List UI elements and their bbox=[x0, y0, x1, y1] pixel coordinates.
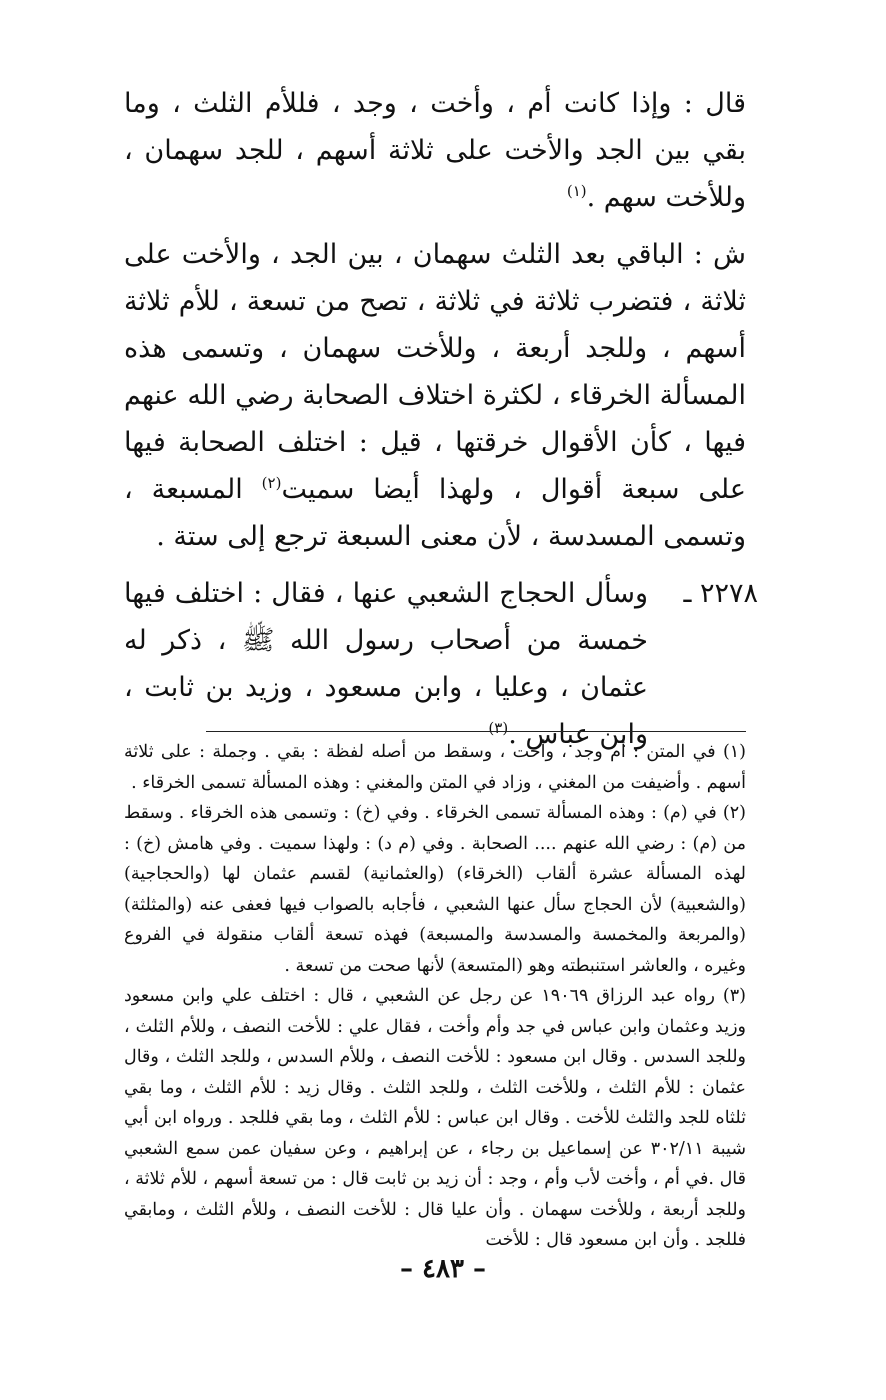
paragraph-2278 bbox=[124, 570, 758, 758]
paragraph-number: ٢٢٧٨ ـ bbox=[683, 578, 758, 609]
footnotes bbox=[124, 737, 746, 1256]
paragraph-matn bbox=[124, 80, 746, 221]
footnote-ref-3: (٣) bbox=[488, 719, 509, 737]
footnote-2: (٢) في (م) : وهذه المسألة تسمى الخرقاء . وفي (خ) : وتسمى هذه الخرقاء . وسقط من (م) : رضي الله عنهم .... الصحابة . وفي (م د) : ولهذا سميت . وفي هامش (خ) : لهذه المسألة عشرة ألقاب (الخرقاء) (والعثمانية) لقسم عثمان لها (والحجاجية) (والشعبية) لأن الحجاج سأل عنها الشعبي ، فأجابه بالصواب فيها فعفى عنه (والمثلثة) (والمربعة والمخمسة والمسدسة والمسبعة) فهذه تسعة ألقاب منقولة في الفروع وغيره ، والعاشر استنبطته وهو (المتسعة) لأنها صحت من تسعة . bbox=[124, 803, 746, 976]
footnote-divider bbox=[206, 731, 746, 732]
sharh-text-a: ش : الباقي بعد الثلث سهمان ، بين الجد ، والأخت على ثلاثة ، فتضرب ثلاثة في ثلاثة ، تصح من تسعة ، للأم ثلاثة أسهم ، وللجد أربعة ، وللأخت سهمان ، وتسمى هذه المسألة الخرقاء ، لكثرة اختلاف الصحابة رضي الله عنهم فيها ، كأن الأقوال خرقتها ، قيل : اختلف الصحابة فيها على سبعة أقوال ، ولهذا أيضا سميت bbox=[124, 239, 746, 505]
sharh-text-b: المسبعة ، وتسمى المسدسة ، لأن معنى السبعة ترجع إلى ستة . bbox=[124, 474, 746, 552]
main-text bbox=[124, 80, 758, 758]
footnote-3: (٣) رواه عبد الرزاق ١٩٠٦٩ عن رجل عن الشعبي ، قال : اختلف علي وابن مسعود وزيد وعثمان وابن عباس في جد وأم وأخت ، فقال علي : للأخت النصف ، وللأم الثلث ، وللجد السدس . وقال ابن مسعود : للأخت النصف ، وللأم السدس ، وللجد الثلث ، وقال عثمان : للأم الثلث ، وللأخت الثلث ، وللجد الثلث . وقال زيد : للأم الثلث ، وما بقي ثلثاه للجد والثلث للأخت . وقال ابن عباس : للأم الثلث ، وما بقي فللجد . ورواه ابن أبي شيبة ٣٠٢/١١ عن إسماعيل بن رجاء ، عن إبراهيم ، وعن سفيان عمن سمع الشعبي قال .في أم ، وأخت لأب وأم ، وجد : أن زيد بن ثابت قال : من تسعة أسهم ، للأم ثلاثة ، وللجد أربعة ، وللأخت سهمان . وأن عليا قال : للأخت النصف ، وللأم الثلث ، ومابقي فللجد . وأن ابن مسعود قال : للأخت bbox=[124, 986, 747, 1250]
paragraph-2278-text: وسأل الحجاج الشعبي عنها ، فقال : اختلف فيها خمسة من أصحاب رسول الله ﷺ ، ذكر له عثمان ، وعليا ، وابن مسعود ، وزيد بن ثابت ، وابن عباس . bbox=[124, 578, 648, 750]
matn-text: قال : وإذا كانت أم ، وأخت ، وجد ، فللأم الثلث ، وما بقي بين الجد والأخت على ثلاثة أسهم ، للجد سهمان ، وللأخت سهم . bbox=[124, 88, 746, 213]
paragraph-sharh bbox=[124, 231, 746, 560]
footnote-ref-1: (١) bbox=[566, 182, 587, 200]
footnote-1: (١) في المتن : أم وجد ، وأخت ، وسقط من أصله لفظة : بقي . وجملة : على ثلاثة أسهم . وأضيفت من المغني ، وزاد في المتن والمغني : وهذه المسألة تسمى الخرقاء . bbox=[124, 742, 746, 793]
footnote-ref-2: (٢) bbox=[261, 474, 282, 492]
page-number: – ٤٨٣ – bbox=[399, 1254, 487, 1284]
